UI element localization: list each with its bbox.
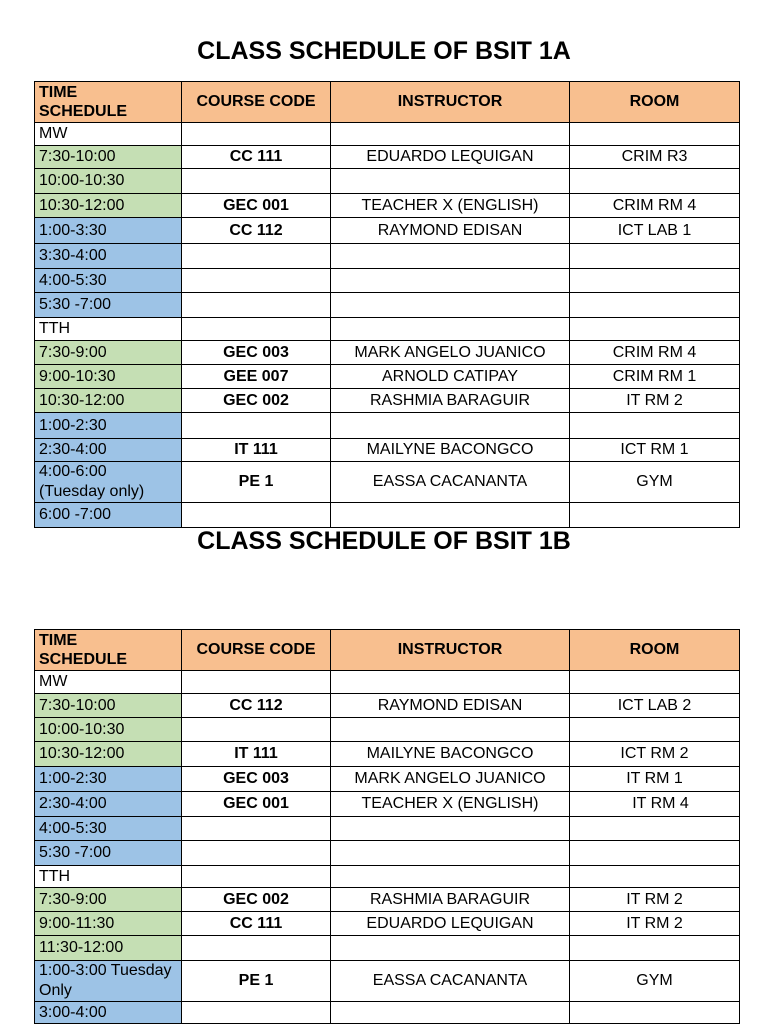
- time-cell: 7:30-10:00: [35, 146, 182, 169]
- time-cell: 3:30-4:00: [35, 244, 182, 269]
- course-code-cell: [182, 866, 331, 888]
- time-cell: 9:00-11:30: [35, 912, 182, 936]
- course-code-cell: PE 1: [182, 961, 331, 1002]
- header-row: [35, 82, 740, 123]
- course-code-cell: CC 111: [182, 146, 331, 169]
- instructor-cell: [331, 817, 570, 841]
- column-header-time-schedule: TIME SCHEDULE: [35, 82, 182, 123]
- instructor-cell: [331, 318, 570, 341]
- room-cell: ICT RM 1: [570, 439, 740, 462]
- course-code-cell: [182, 503, 331, 528]
- room-cell: IT RM 2: [570, 389, 740, 413]
- column-header-room: ROOM: [570, 82, 740, 123]
- column-header-instructor: INSTRUCTOR: [331, 630, 570, 671]
- room-cell: ICT LAB 2: [570, 694, 740, 718]
- schedule-table-bsit-1b: [34, 629, 740, 1024]
- column-header-course-code: COURSE CODE: [182, 82, 331, 123]
- schedule-title-bsit-1a: CLASS SCHEDULE OF BSIT 1A: [197, 37, 571, 65]
- table-row: [35, 503, 740, 528]
- time-cell: 10:00-10:30: [35, 718, 182, 742]
- time-cell: 1:00-3:00 Tuesday Only: [35, 961, 182, 1002]
- instructor-cell: [331, 841, 570, 866]
- time-cell: 2:30-4:00: [35, 439, 182, 462]
- course-code-cell: GEC 001: [182, 194, 331, 218]
- table-row: [35, 694, 740, 718]
- room-cell: IT RM 2: [570, 912, 740, 936]
- room-cell: [570, 503, 740, 528]
- room-cell: ICT LAB 1: [570, 218, 740, 244]
- room-cell: [570, 866, 740, 888]
- course-code-cell: CC 112: [182, 218, 331, 244]
- table-row: [35, 123, 740, 146]
- room-cell: [570, 817, 740, 841]
- course-code-cell: [182, 244, 331, 269]
- time-cell: 9:00-10:30: [35, 365, 182, 389]
- instructor-cell: EASSA CACANANTA: [331, 462, 570, 503]
- instructor-cell: TEACHER X (ENGLISH): [331, 194, 570, 218]
- room-cell: [570, 936, 740, 961]
- course-code-cell: PE 1: [182, 462, 331, 503]
- instructor-cell: RAYMOND EDISAN: [331, 218, 570, 244]
- room-cell: CRIM RM 1: [570, 365, 740, 389]
- room-cell: CRIM RM 4: [570, 341, 740, 365]
- instructor-cell: [331, 503, 570, 528]
- room-cell: [570, 671, 740, 694]
- instructor-cell: MAILYNE BACONGCO: [331, 742, 570, 767]
- room-cell: [570, 1002, 740, 1024]
- instructor-cell: MARK ANGELO JUANICO: [331, 767, 570, 792]
- table-row: [35, 365, 740, 389]
- course-code-cell: [182, 1002, 331, 1024]
- course-code-cell: [182, 318, 331, 341]
- time-cell: MW: [35, 671, 182, 694]
- table-row: [35, 866, 740, 888]
- table-row: [35, 244, 740, 269]
- instructor-cell: [331, 293, 570, 318]
- time-cell: 10:30-12:00: [35, 194, 182, 218]
- course-code-cell: [182, 817, 331, 841]
- instructor-cell: EDUARDO LEQUIGAN: [331, 912, 570, 936]
- course-code-cell: GEC 001: [182, 792, 331, 817]
- time-cell: 6:00 -7:00: [35, 503, 182, 528]
- room-cell: IT RM 4: [570, 792, 740, 817]
- course-code-cell: GEC 002: [182, 389, 331, 413]
- time-cell: 2:30-4:00: [35, 792, 182, 817]
- instructor-cell: EASSA CACANANTA: [331, 961, 570, 1002]
- course-code-cell: [182, 718, 331, 742]
- time-cell: 10:30-12:00: [35, 742, 182, 767]
- room-cell: [570, 293, 740, 318]
- time-cell: 5:30 -7:00: [35, 841, 182, 866]
- table-row: [35, 318, 740, 341]
- table-row: [35, 671, 740, 694]
- room-cell: IT RM 1: [570, 767, 740, 792]
- course-code-cell: [182, 123, 331, 146]
- room-cell: GYM: [570, 462, 740, 503]
- course-code-cell: CC 112: [182, 694, 331, 718]
- course-code-cell: GEC 003: [182, 767, 331, 792]
- instructor-cell: [331, 123, 570, 146]
- time-cell: 10:00-10:30: [35, 169, 182, 194]
- course-code-cell: CC 111: [182, 912, 331, 936]
- course-code-cell: GEC 002: [182, 888, 331, 912]
- table-row: [35, 936, 740, 961]
- table-row: [35, 194, 740, 218]
- time-cell: MW: [35, 123, 182, 146]
- course-code-cell: GEE 007: [182, 365, 331, 389]
- room-cell: [570, 718, 740, 742]
- time-cell: 10:30-12:00: [35, 389, 182, 413]
- room-cell: CRIM R3: [570, 146, 740, 169]
- room-cell: CRIM RM 4: [570, 194, 740, 218]
- time-cell: 11:30-12:00: [35, 936, 182, 961]
- course-code-cell: [182, 293, 331, 318]
- column-header-room: ROOM: [570, 630, 740, 671]
- time-cell: 4:00-6:00 (Tuesday only): [35, 462, 182, 503]
- column-header-instructor: INSTRUCTOR: [331, 82, 570, 123]
- table-row: [35, 341, 740, 365]
- table-row: [35, 146, 740, 169]
- course-code-cell: [182, 671, 331, 694]
- room-cell: [570, 169, 740, 194]
- room-cell: [570, 269, 740, 293]
- instructor-cell: [331, 413, 570, 439]
- course-code-cell: [182, 169, 331, 194]
- table-row: [35, 767, 740, 792]
- table-row: [35, 413, 740, 439]
- header-row: [35, 630, 740, 671]
- table-row: [35, 742, 740, 767]
- schedule-title-bsit-1b: CLASS SCHEDULE OF BSIT 1B: [197, 527, 571, 555]
- table-row: [35, 269, 740, 293]
- time-cell: 1:00-2:30: [35, 767, 182, 792]
- instructor-cell: [331, 936, 570, 961]
- table-row: [35, 462, 740, 503]
- time-cell: 4:00-5:30: [35, 817, 182, 841]
- instructor-cell: [331, 866, 570, 888]
- table-row: [35, 1002, 740, 1024]
- time-cell: 4:00-5:30: [35, 269, 182, 293]
- instructor-cell: [331, 244, 570, 269]
- instructor-cell: TEACHER X (ENGLISH): [331, 792, 570, 817]
- instructor-cell: MAILYNE BACONGCO: [331, 439, 570, 462]
- instructor-cell: RASHMIA BARAGUIR: [331, 389, 570, 413]
- room-cell: [570, 413, 740, 439]
- table-row: [35, 389, 740, 413]
- time-cell: 3:00-4:00: [35, 1002, 182, 1024]
- room-cell: [570, 318, 740, 341]
- column-header-time-schedule: TIME SCHEDULE: [35, 630, 182, 671]
- room-cell: ICT RM 2: [570, 742, 740, 767]
- instructor-cell: RAYMOND EDISAN: [331, 694, 570, 718]
- course-code-cell: IT 111: [182, 742, 331, 767]
- table-row: [35, 888, 740, 912]
- room-cell: [570, 841, 740, 866]
- course-code-cell: IT 111: [182, 439, 331, 462]
- room-cell: GYM: [570, 961, 740, 1002]
- instructor-cell: [331, 169, 570, 194]
- instructor-cell: MARK ANGELO JUANICO: [331, 341, 570, 365]
- course-code-cell: [182, 413, 331, 439]
- table-row: [35, 961, 740, 1002]
- instructor-cell: EDUARDO LEQUIGAN: [331, 146, 570, 169]
- course-code-cell: [182, 841, 331, 866]
- time-cell: TTH: [35, 318, 182, 341]
- time-cell: 5:30 -7:00: [35, 293, 182, 318]
- room-cell: IT RM 2: [570, 888, 740, 912]
- time-cell: TTH: [35, 866, 182, 888]
- schedule-table-bsit-1a: [34, 81, 740, 528]
- time-cell: 7:30-10:00: [35, 694, 182, 718]
- room-cell: [570, 123, 740, 146]
- time-cell: 7:30-9:00: [35, 341, 182, 365]
- table-row: [35, 817, 740, 841]
- column-header-course-code: COURSE CODE: [182, 630, 331, 671]
- table-row: [35, 169, 740, 194]
- instructor-cell: [331, 269, 570, 293]
- time-cell: 1:00-2:30: [35, 413, 182, 439]
- course-code-cell: GEC 003: [182, 341, 331, 365]
- instructor-cell: RASHMIA BARAGUIR: [331, 888, 570, 912]
- table-row: [35, 912, 740, 936]
- room-cell: [570, 244, 740, 269]
- table-row: [35, 293, 740, 318]
- instructor-cell: ARNOLD CATIPAY: [331, 365, 570, 389]
- table-row: [35, 792, 740, 817]
- table-row: [35, 218, 740, 244]
- instructor-cell: [331, 1002, 570, 1024]
- instructor-cell: [331, 718, 570, 742]
- time-cell: 7:30-9:00: [35, 888, 182, 912]
- table-row: [35, 718, 740, 742]
- instructor-cell: [331, 671, 570, 694]
- table-row: [35, 439, 740, 462]
- course-code-cell: [182, 269, 331, 293]
- table-row: [35, 841, 740, 866]
- course-code-cell: [182, 936, 331, 961]
- time-cell: 1:00-3:30: [35, 218, 182, 244]
